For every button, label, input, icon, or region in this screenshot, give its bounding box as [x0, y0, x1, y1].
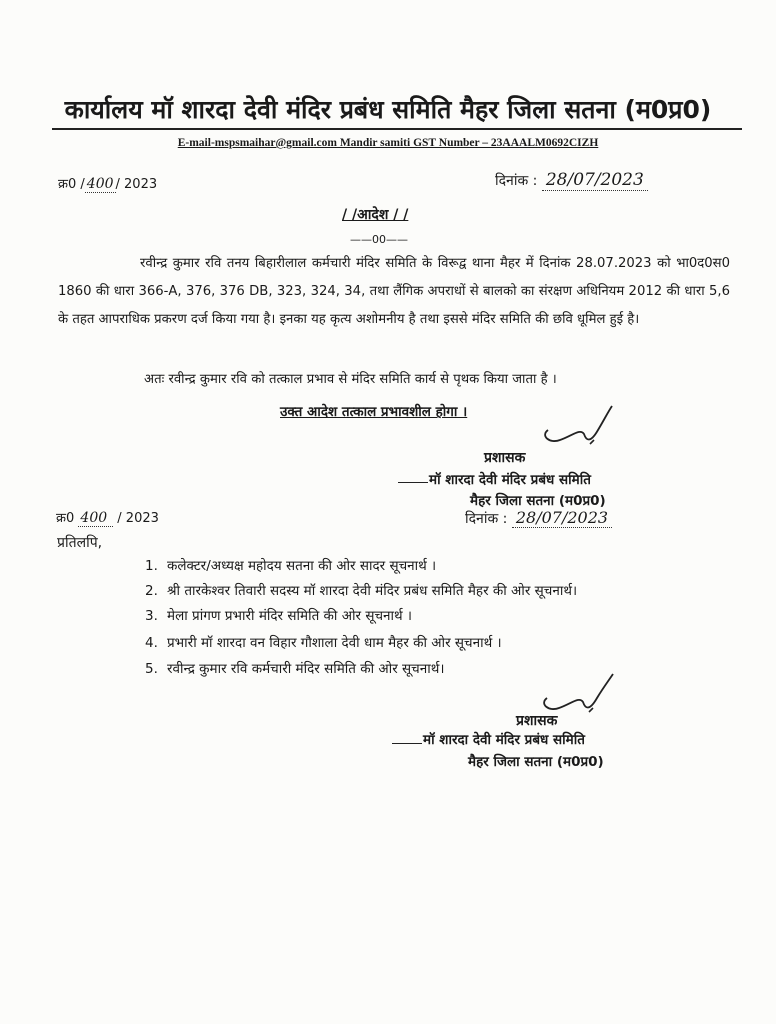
letterhead-title: कार्यालय मॉ शारदा देवी मंदिर प्रबंध समिति मैहर जिला सतना (म0प्र0) — [64, 95, 712, 124]
signature1-title: प्रशासक — [484, 450, 526, 466]
order-date-value: 28/07/2023 — [542, 170, 648, 191]
order-effect-line: उक्त आदेश तत्काल प्रभावशील होगा । — [280, 404, 468, 420]
signature2-org: मॉ शारदा देवी मंदिर प्रबंध समिति — [423, 732, 585, 748]
copy-list-item: 4. प्रभारी मॉ शारदा वन विहार गौशाला देवी धाम मैहर की ओर सूचनार्थ । — [145, 635, 502, 651]
signature-1 — [520, 400, 620, 456]
signature2-title: प्रशासक — [516, 713, 558, 729]
copy-list-item: 1. कलेक्टर/अध्यक्ष महोदय सतना की ओर सादर सूचनार्थ । — [145, 558, 437, 574]
copy-number: 400 — [78, 510, 113, 527]
copy-label: प्रतिलपि, — [57, 535, 103, 551]
order-heading: / /आदेश / / — [342, 207, 409, 223]
contact-line: E-mail-mspsmaihar@gmail.com Mandir samiti GST Number – 23AAALM0692CIZH — [177, 137, 599, 149]
order-paragraph-1: रवीन्द्र कुमार रवि तनय बिहारीलाल कर्मचारी मंदिर समिति के विरूद्व थाना मैहर में दिनांक 28.07.2023 को भा0द0स0 1860 की धारा 366-A, 376, 376 DB, 323, 324, 34, तथा लैंगिक अपराधों से बालको का संरक्षण अधिनियम 2012 की धारा 5,6 के तहत आपराधिक प्रकरण दर्ज किया गया है। इनका यह कृत्य अशोमनीय है तथा इससे मंदिर समिति की छवि धूमिल हुई है। — [58, 256, 730, 327]
order-paragraph-2: अतः रवीन्द्र कुमार रवि को तत्काल प्रभाव से मंदिर समिति कार्य से पृथक किया जाता है । — [144, 372, 557, 387]
title-underline — [52, 128, 742, 130]
heading-separator: ——00—— — [350, 233, 408, 246]
copy-list-item: 2. श्री तारकेश्वर तिवारी सदस्य मॉ शारदा देवी मंदिर प्रबंध समिति मैहर की ओर सूचनार्थ। — [145, 583, 578, 599]
order-reference: क्र0 / 400 / 2023 — [58, 176, 158, 192]
copy-list-item: 3. मेला प्रांगण प्रभारी मंदिर समिति की ओर सूचनार्थ । — [145, 608, 413, 624]
copy-reference: क्र0 400 / 2023 — [56, 510, 159, 526]
signature1-org: मॉ शारदा देवी मंदिर प्रबंध समिति — [429, 472, 591, 488]
signature1-date: दिनांक : 28/07/2023 — [465, 508, 612, 528]
signature1-location: मैहर जिला सतना (म0प्र0) — [470, 493, 606, 509]
signature1-stroke — [398, 482, 428, 483]
signature1-date-value: 28/07/2023 — [512, 508, 612, 528]
copy-list-item: 5. रवीन्द्र कुमार रवि कर्मचारी मंदिर समिति की ओर सूचनार्थ। — [145, 661, 445, 677]
signature2-location: मैहर जिला सतना (म0प्र0) — [468, 754, 604, 770]
signature2-stroke — [392, 743, 422, 744]
order-number: 400 — [86, 176, 114, 192]
order-date: दिनांक : 28/07/2023 — [495, 170, 648, 190]
